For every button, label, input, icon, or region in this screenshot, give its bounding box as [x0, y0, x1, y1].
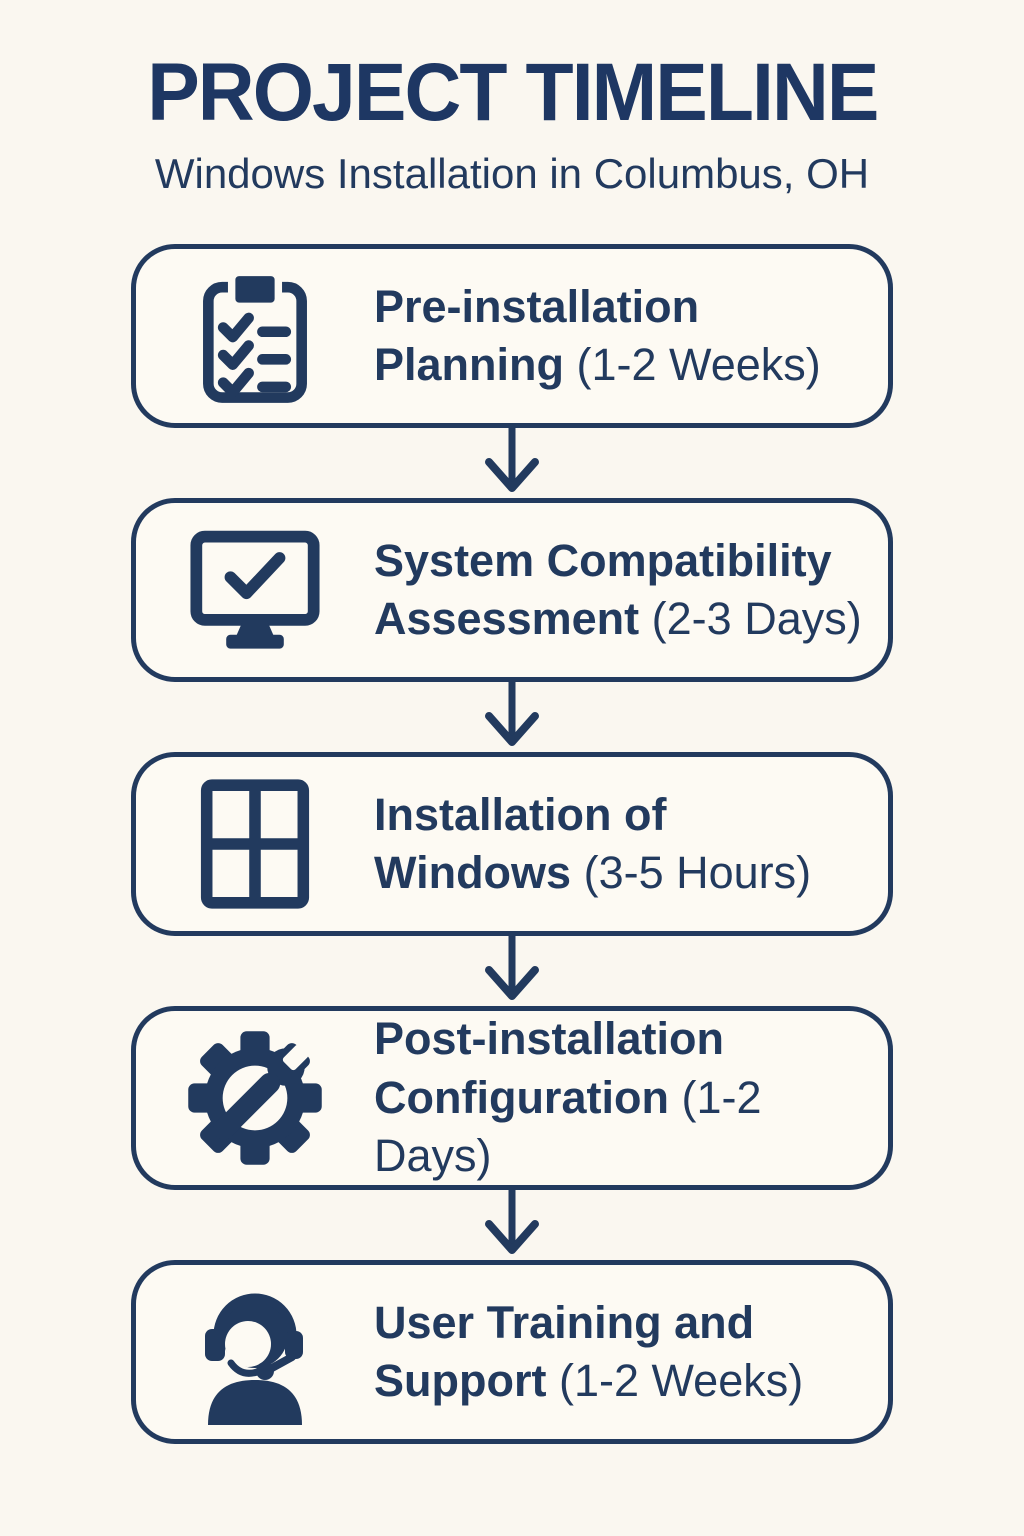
step-text [374, 1010, 864, 1186]
monitor-checkmark-icon [180, 515, 330, 665]
step-system-compatibility-assessment [131, 498, 893, 682]
step-title-line2: Planning [374, 339, 564, 391]
step-text [374, 786, 811, 903]
step-title-line1: Post-installation [374, 1013, 725, 1065]
arrow-down-icon [480, 682, 544, 752]
step-duration: (2-3 Days) [651, 593, 862, 645]
arrow-down-icon [480, 1190, 544, 1260]
clipboard-checklist-icon [180, 261, 330, 411]
step-text [374, 532, 862, 649]
step-post-installation-configuration [131, 1006, 893, 1190]
support-headset-icon [180, 1277, 330, 1427]
page-title: PROJECT TIMELINE [146, 47, 878, 138]
step-title-line2: Support [374, 1355, 547, 1407]
step-text [374, 1294, 803, 1411]
step-title-line2: Windows [374, 847, 572, 899]
gear-wrench-icon [180, 1023, 330, 1173]
step-duration: (1-2 Days) [374, 1071, 762, 1182]
step-title-line2: Assessment [374, 593, 640, 645]
step-duration: (3-5 Hours) [583, 847, 812, 899]
step-duration: (1-2 Weeks) [576, 339, 821, 391]
arrow-down-icon [480, 428, 544, 498]
arrow-down-icon [480, 936, 544, 1006]
step-duration: (1-2 Weeks) [558, 1355, 804, 1407]
step-pre-installation-planning [131, 244, 893, 428]
step-text [374, 278, 821, 395]
step-title-line1: Pre-installation [374, 280, 700, 332]
timeline-steps [131, 244, 893, 1444]
step-title-line1: Installation of [374, 788, 667, 840]
step-title-line1: System Compatibility [374, 534, 832, 586]
step-user-training-and-support [131, 1260, 893, 1444]
step-title-line1: User Training and [374, 1296, 755, 1348]
step-installation-of-windows [131, 752, 893, 936]
page-subtitle: Windows Installation in Columbus, OH [154, 150, 870, 198]
step-title-line2: Configuration [374, 1071, 669, 1123]
window-panes-icon [180, 769, 330, 919]
